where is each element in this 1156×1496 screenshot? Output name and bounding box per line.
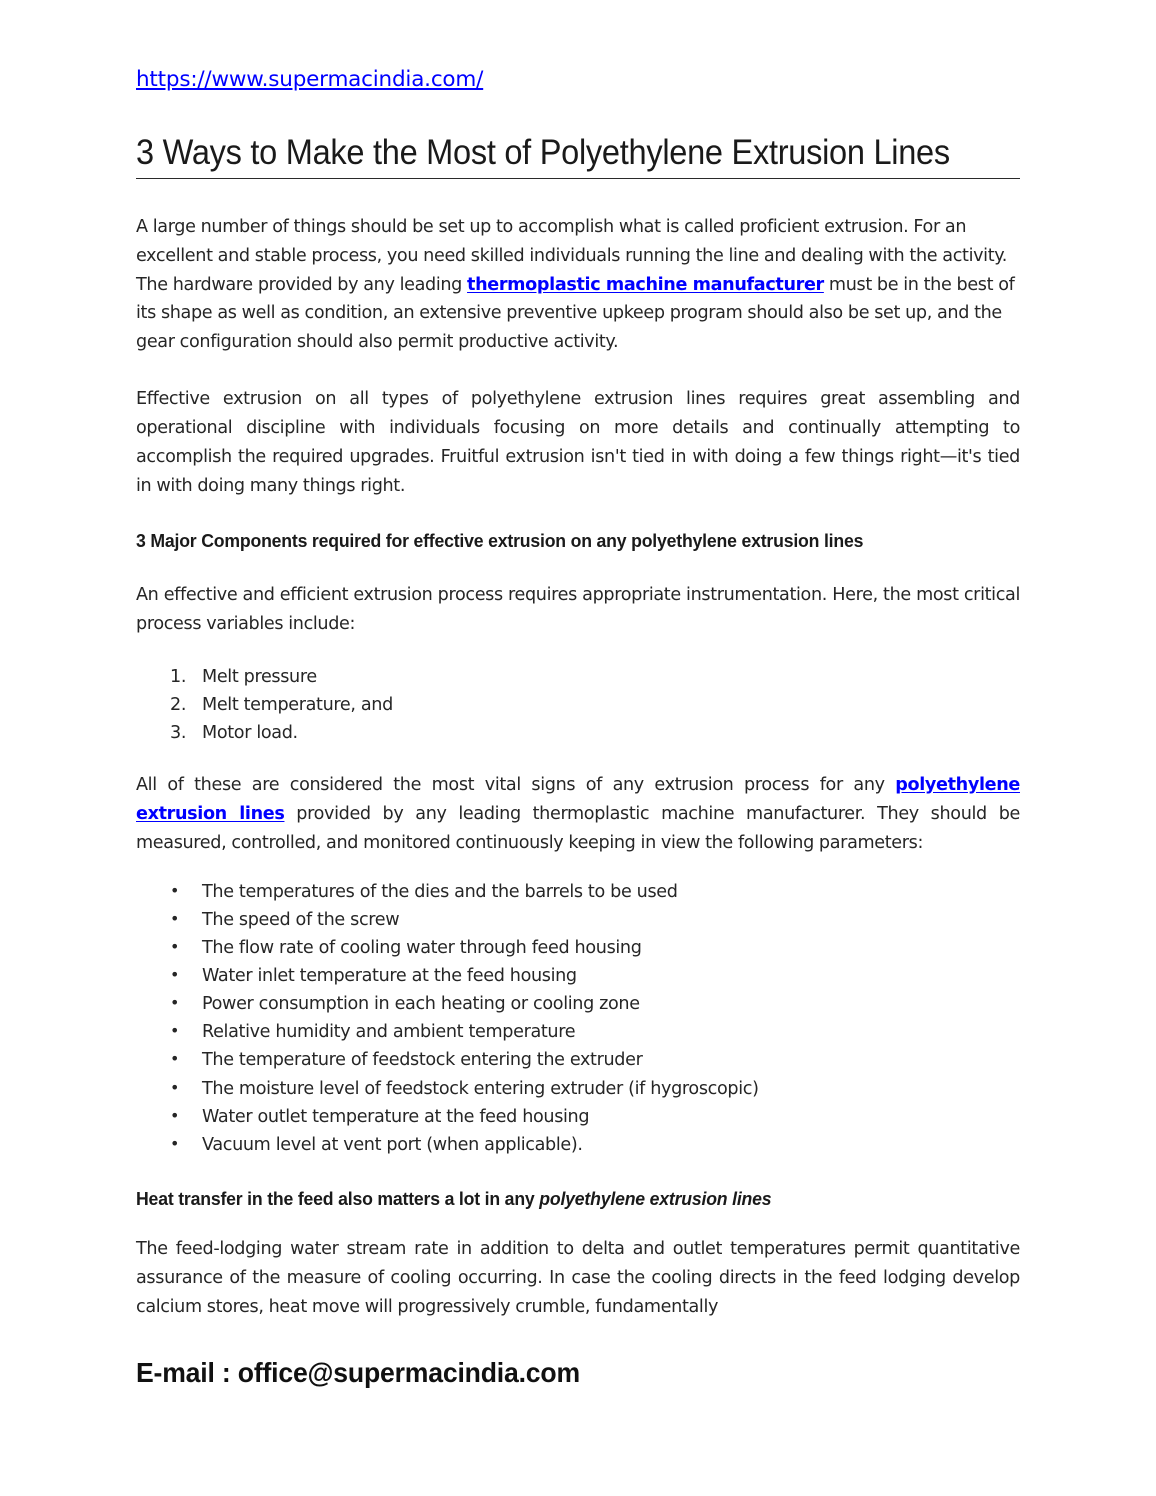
paragraph-vital-signs-text-after: provided by any leading thermoplastic machine manufacturer. They should be measured, controlled, and monitored continuously keeping in view the following parameters: bbox=[136, 803, 1020, 853]
list-item-label: Water inlet temperature at the feed housing bbox=[202, 965, 577, 986]
paragraph-instrumentation: An effective and efficient extrusion process requires appropriate instrumentation. Here, the most critical process variables include: bbox=[136, 584, 1020, 634]
email-footer: E-mail : office@supermacindia.com bbox=[136, 1356, 580, 1388]
paragraph-intro-text-before: A large number of things should be set up to accomplish what is called proficient extrusion. For an excellent and stable process, you need skilled individuals running the line and dealing with the activity. The hardware provided by any leading bbox=[136, 216, 1008, 295]
list-item-number: 3. bbox=[170, 722, 187, 743]
list-item-label: Relative humidity and ambient temperature bbox=[202, 1022, 576, 1043]
bullet-icon: • bbox=[170, 1021, 180, 1041]
source-url-line bbox=[136, 68, 1020, 93]
list-item bbox=[136, 691, 1020, 719]
document-content-column bbox=[136, 0, 1020, 1390]
bullet-icon: • bbox=[170, 1049, 180, 1069]
bullet-icon: • bbox=[170, 1133, 180, 1153]
process-variables-list bbox=[136, 663, 1020, 747]
list-item-number: 1. bbox=[170, 666, 187, 687]
link-thermoplastic-machine-manufacturer[interactable]: thermoplastic machine manufacturer bbox=[467, 274, 824, 295]
paragraph-feed-lodging: The feed-lodging water stream rate in addition to delta and outlet temperatures permit quantitative assurance of the measure of cooling occurring. In case the cooling directs in the feed lodging develop calcium stores, heat move will progressively crumble, fundamentally bbox=[136, 1239, 1020, 1318]
list-item bbox=[136, 878, 1020, 906]
list-item-label: Melt temperature, and bbox=[202, 694, 393, 715]
list-item bbox=[136, 990, 1020, 1018]
paragraph-intro-text-after: must be in the best of its shape as well as condition, an extensive preventive upkeep program should also be set up, and the gear configuration should also permit productive activity. bbox=[136, 274, 1015, 353]
list-item bbox=[136, 1046, 1020, 1074]
list-item bbox=[136, 663, 1020, 691]
link-polyethylene-extrusion-lines[interactable]: polyethylene extrusion lines bbox=[136, 775, 1020, 824]
bullet-icon: • bbox=[170, 880, 180, 900]
paragraph-intro bbox=[136, 213, 1020, 357]
list-item bbox=[136, 1103, 1020, 1131]
list-item-label: The flow rate of cooling water through feed housing bbox=[202, 937, 642, 958]
list-item-label: Water outlet temperature at the feed housing bbox=[202, 1106, 590, 1127]
paragraph-effective-extrusion: Effective extrusion on all types of polyethylene extrusion lines requires great assembling and operational discipline with individuals focusing on more details and continually attempting to accomplish the required upgrades. Fruitful extrusion isn't tied in with doing a few things right—it's tied in with doing many things right. bbox=[136, 389, 1020, 496]
list-item-label: Vacuum level at vent port (when applicable). bbox=[202, 1134, 583, 1155]
list-item bbox=[136, 1131, 1020, 1159]
list-item-label: The temperature of feedstock entering the extruder bbox=[202, 1050, 643, 1071]
parameters-bullet-list bbox=[136, 878, 1020, 1159]
bullet-icon: • bbox=[170, 964, 180, 984]
bullet-icon: • bbox=[170, 1105, 180, 1125]
list-item-label: The temperatures of the dies and the barrels to be used bbox=[202, 881, 678, 902]
paragraph-vital-signs bbox=[136, 771, 1020, 858]
source-url-link[interactable]: https://www.supermacindia.com/ bbox=[136, 67, 484, 92]
list-item bbox=[136, 906, 1020, 934]
list-item bbox=[136, 934, 1020, 962]
list-item-label: Motor load. bbox=[202, 722, 298, 743]
list-item-label: The moisture level of feedstock entering extruder (if hygroscopic) bbox=[202, 1078, 759, 1099]
bullet-icon: • bbox=[170, 908, 180, 928]
list-item-label: The speed of the screw bbox=[202, 909, 400, 930]
heading-heat-transfer bbox=[136, 1187, 967, 1211]
bullet-icon: • bbox=[170, 1077, 180, 1097]
page-title: 3 Ways to Make the Most of Polyethylene Extrusion Lines bbox=[136, 132, 950, 172]
list-item-label: Melt pressure bbox=[202, 666, 317, 687]
list-item bbox=[136, 1075, 1020, 1103]
heading-heat-transfer-italic: polyethylene extrusion lines bbox=[539, 1187, 772, 1209]
heading-heat-transfer-normal: Heat transfer in the feed also matters a lot in any bbox=[136, 1187, 540, 1209]
paragraph-vital-signs-text-before: All of these are considered the most vital signs of any extrusion process for any bbox=[136, 775, 896, 796]
heading-major-components: 3 Major Components required for effective extrusion on any polyethylene extrusion lines bbox=[136, 529, 864, 551]
bullet-icon: • bbox=[170, 993, 180, 1013]
list-item bbox=[136, 962, 1020, 990]
list-item bbox=[136, 719, 1020, 747]
bullet-icon: • bbox=[170, 936, 180, 956]
list-item-number: 2. bbox=[170, 694, 187, 715]
list-item bbox=[136, 1018, 1020, 1046]
list-item-label: Power consumption in each heating or cooling zone bbox=[202, 994, 640, 1015]
